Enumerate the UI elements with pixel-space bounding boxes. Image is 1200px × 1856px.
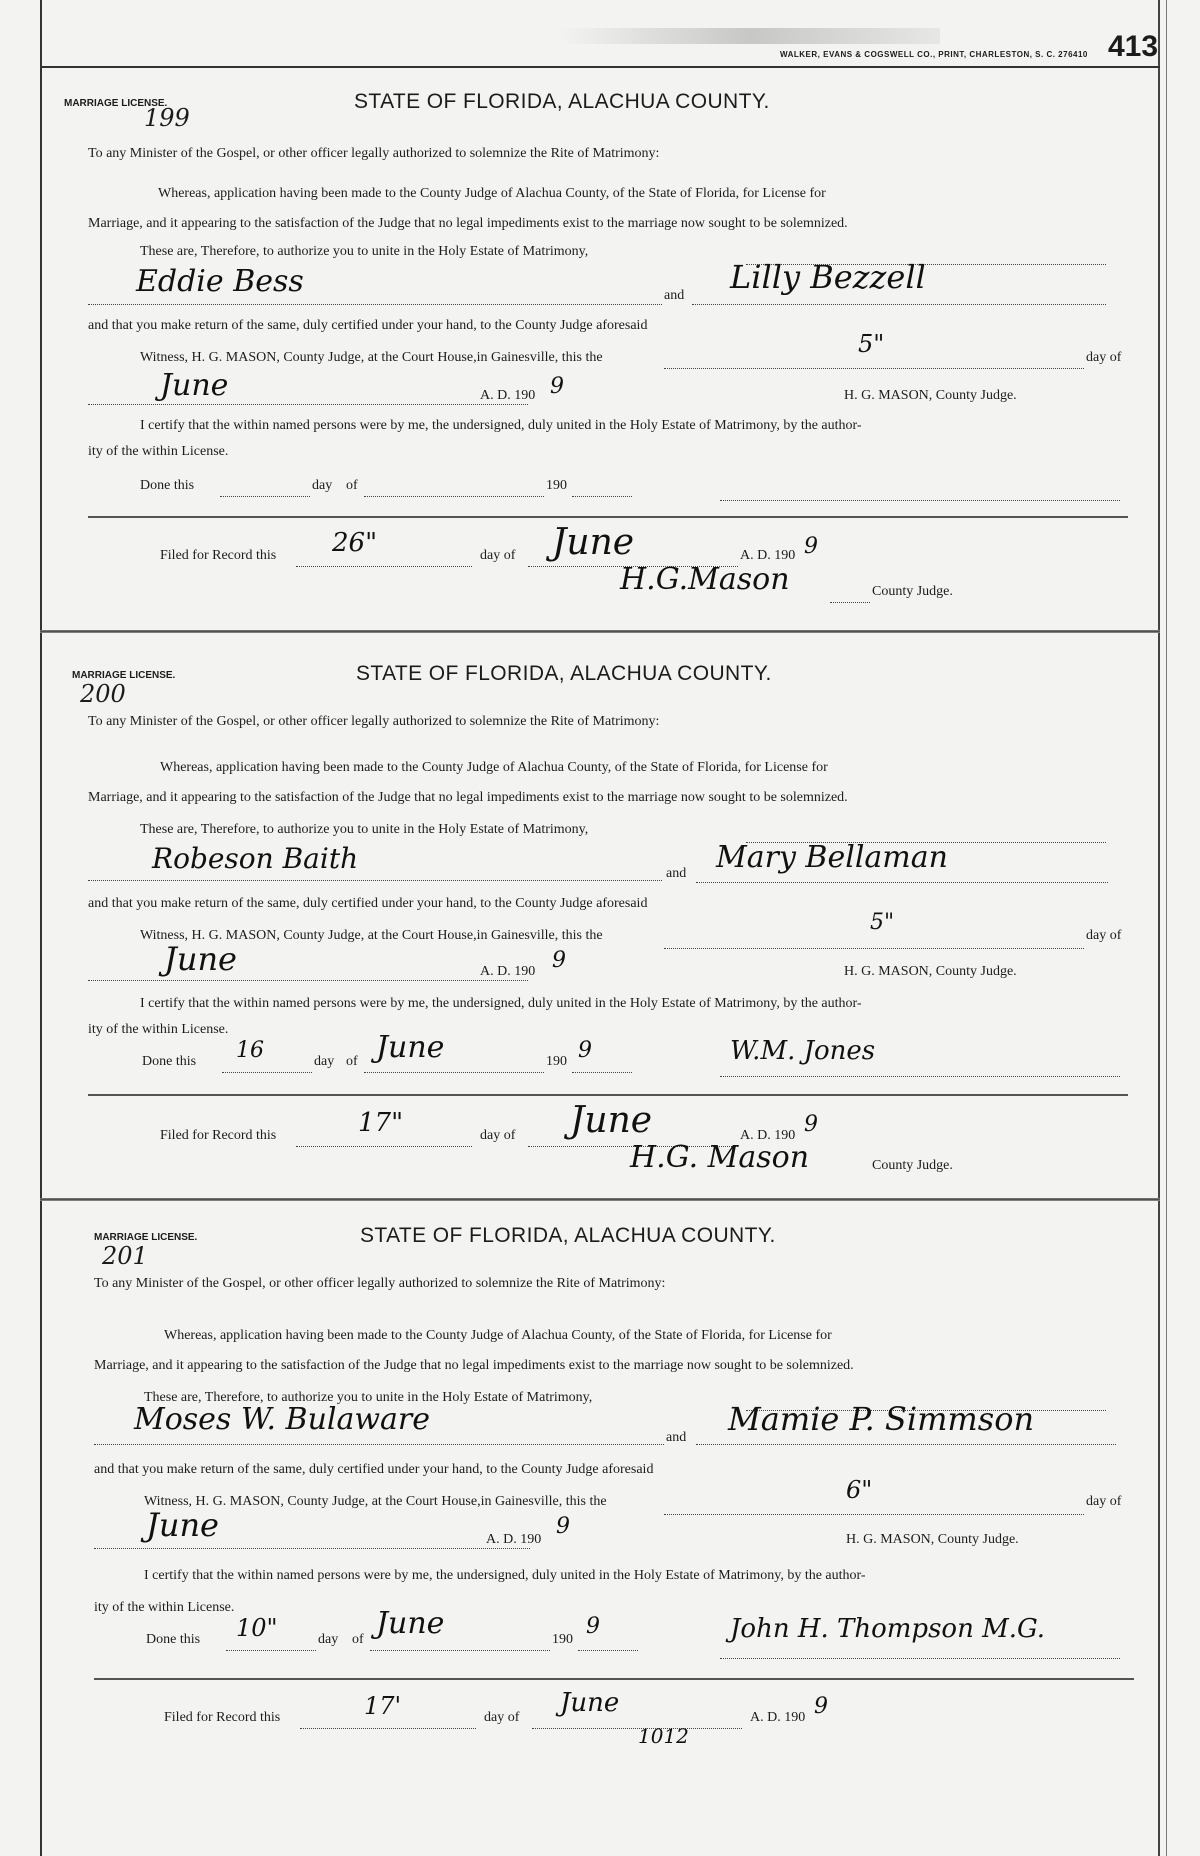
officiant-line	[720, 482, 1120, 501]
done-of-label: of	[346, 1054, 358, 1069]
filed-divider	[88, 516, 1128, 518]
and-label: and	[666, 1430, 687, 1445]
license-label: MARRIAGE LICENSE.	[72, 670, 176, 681]
certify-line-1: I certify that the within named persons were by me, the undersigned, duly united in the Holy Estate of Matrimony, by the author-	[140, 418, 862, 433]
filed-ad-label: A. D. 190	[740, 1128, 796, 1143]
whereas-line-1: Whereas, application having been made to the County Judge of Alachua County, of the State of Florida, for License for	[164, 1328, 832, 1343]
witness-line: Witness, H. G. MASON, County Judge, at the Court House,in Gainesville, this the	[140, 350, 603, 365]
ad-label: A. D. 190	[480, 388, 536, 403]
witness-year: 9	[550, 374, 564, 399]
done-this-label: Done this	[146, 1632, 201, 1647]
license-201	[40, 1204, 1160, 1844]
day-of-label: day of	[1086, 928, 1122, 943]
address-line: To any Minister of the Gospel, or other officer legally authorized to solemnize the Rite of Matrimony:	[94, 1276, 666, 1291]
right-border-inner	[1166, 0, 1167, 1856]
done-day-label: day	[312, 478, 333, 493]
whereas-line-2: Marriage, and it appearing to the satisfaction of the Judge that no legal impediments exist to the marriage now sought to be solemnized.	[94, 1358, 854, 1373]
done-of-label: of	[346, 478, 358, 493]
page-number: 413	[1108, 30, 1159, 63]
county-judge-label: County Judge.	[872, 1158, 953, 1173]
filed-label: Filed for Record this	[160, 1128, 277, 1143]
done-of-label: of	[352, 1632, 364, 1647]
authorize-line: These are, Therefore, to authorize you to unite in the Holy Estate of Matrimony,	[144, 1390, 593, 1405]
filed-day: 26"	[332, 528, 378, 558]
filed-year: 9	[814, 1694, 828, 1719]
witness-month-fill	[88, 386, 528, 405]
filed-year: 9	[804, 534, 818, 559]
state-heading: STATE OF FLORIDA, ALACHUA COUNTY.	[360, 1224, 776, 1247]
done-year-label: 190	[546, 478, 567, 493]
done-month: June	[376, 1030, 445, 1065]
whereas-line-1: Whereas, application having been made to the County Judge of Alachua County, of the State of Florida, for License for	[160, 760, 828, 775]
address-line: To any Minister of the Gospel, or other officer legally authorized to solemnize the Rite of Matrimony:	[88, 714, 660, 729]
certify-line-2: ity of the within License.	[88, 1022, 229, 1037]
witness-line: Witness, H. G. MASON, County Judge, at the Court House,in Gainesville, this the	[144, 1494, 607, 1509]
done-month: June	[376, 1606, 445, 1641]
return-line: and that you make return of the same, duly certified under your hand, to the County Judge aforesaid	[88, 318, 648, 333]
witness-month: June	[164, 940, 237, 978]
authorize-line: These are, Therefore, to authorize you to unite in the Holy Estate of Matrimony,	[140, 244, 589, 259]
license-number: 201	[102, 1242, 148, 1270]
return-line: and that you make return of the same, duly certified under your hand, to the County Judge aforesaid	[94, 1462, 654, 1477]
filed-judge-signature: H.G. Mason	[630, 1140, 810, 1175]
officiant-signature: W.M. Jones	[730, 1036, 876, 1066]
filed-label: Filed for Record this	[164, 1710, 281, 1725]
done-year-label: 190	[552, 1632, 573, 1647]
done-this-label: Done this	[140, 478, 195, 493]
groom-name: Moses W. Bulaware	[134, 1402, 431, 1437]
county-judge-label: County Judge.	[872, 584, 953, 599]
judge-signature-print: H. G. MASON, County Judge.	[846, 1532, 1019, 1547]
witness-month: June	[146, 1506, 219, 1544]
done-month-fill	[364, 478, 544, 497]
bride-name: Mary Bellaman	[716, 840, 948, 875]
done-day-label: day	[314, 1054, 335, 1069]
witness-day-fill	[664, 1496, 1084, 1515]
day-of-label: day of	[1086, 350, 1122, 365]
filed-month: June	[560, 1688, 620, 1718]
witness-month: June	[160, 368, 229, 403]
whereas-line-2: Marriage, and it appearing to the satisfaction of the Judge that no legal impediments exist to the marriage now sought to be solemnized.	[88, 216, 848, 231]
filed-ad-label: A. D. 190	[750, 1710, 806, 1725]
filed-day-fill	[296, 548, 472, 567]
bride-name: Lilly Bezzell	[730, 258, 926, 296]
filed-day-of-label: day of	[480, 548, 516, 563]
filed-judge-signature: H.G.Mason	[620, 562, 790, 597]
filed-ad-label: A. D. 190	[740, 548, 796, 563]
groom-name: Eddie Bess	[136, 264, 304, 299]
whereas-line-1: Whereas, application having been made to the County Judge of Alachua County, of the State of Florida, for License for	[158, 186, 826, 201]
done-year: 9	[578, 1038, 592, 1063]
return-line: and that you make return of the same, duly certified under your hand, to the County Judge aforesaid	[88, 896, 648, 911]
done-year: 9	[586, 1614, 600, 1639]
whereas-line-2: Marriage, and it appearing to the satisfaction of the Judge that no legal impediments exist to the marriage now sought to be solemnized.	[88, 790, 848, 805]
section-separator-2	[40, 1198, 1160, 1201]
license-label: MARRIAGE LICENSE.	[94, 1232, 198, 1243]
filed-label: Filed for Record this	[160, 548, 277, 563]
filed-year: 9	[804, 1112, 818, 1137]
filed-day-of-label: day of	[480, 1128, 516, 1143]
and-label: and	[666, 866, 687, 881]
done-day: 16	[236, 1038, 264, 1063]
groom-name: Robeson Baith	[152, 842, 359, 875]
witness-year: 9	[552, 948, 566, 973]
license-number: 199	[144, 104, 190, 132]
done-year-fill	[572, 478, 632, 497]
certify-line-2: ity of the within License.	[88, 444, 229, 459]
printer-credit: WALKER, EVANS & COGSWELL CO., PRINT, CHARLESTON, S. C. 276410	[780, 50, 1088, 59]
certify-line-1: I certify that the within named persons were by me, the undersigned, duly united in the Holy Estate of Matrimony, by the author-	[144, 1568, 866, 1583]
section-separator-1	[40, 630, 1160, 633]
witness-day: 5"	[870, 910, 895, 935]
witness-day: 5"	[858, 330, 885, 358]
margin-note: 1012	[638, 1724, 689, 1748]
scan-smudge	[560, 28, 940, 44]
witness-line: Witness, H. G. MASON, County Judge, at the Court House,in Gainesville, this the	[140, 928, 603, 943]
witness-year: 9	[556, 1514, 570, 1539]
state-heading: STATE OF FLORIDA, ALACHUA COUNTY.	[356, 662, 772, 685]
filed-day: 17'	[364, 1692, 402, 1720]
county-judge-fill	[830, 584, 870, 603]
done-day-label: day	[318, 1632, 339, 1647]
judge-signature-print: H. G. MASON, County Judge.	[844, 388, 1017, 403]
done-day-fill	[220, 478, 310, 497]
ad-label: A. D. 190	[486, 1532, 542, 1547]
done-this-label: Done this	[142, 1054, 197, 1069]
bride-name: Mamie P. Simmson	[728, 1400, 1035, 1438]
judge-signature-print: H. G. MASON, County Judge.	[844, 964, 1017, 979]
filed-month: June	[570, 1100, 653, 1141]
certify-line-1: I certify that the within named persons were by me, the undersigned, duly united in the Holy Estate of Matrimony, by the author-	[140, 996, 862, 1011]
done-day: 10"	[236, 1614, 278, 1642]
filed-month: June	[552, 522, 635, 563]
filed-divider	[94, 1678, 1134, 1680]
state-heading: STATE OF FLORIDA, ALACHUA COUNTY.	[354, 90, 770, 113]
filed-day-of-label: day of	[484, 1710, 520, 1725]
witness-day: 6"	[846, 1476, 873, 1504]
officiant-signature: John H. Thompson M.G.	[730, 1614, 1046, 1644]
address-line: To any Minister of the Gospel, or other officer legally authorized to solemnize the Rite of Matrimony:	[88, 146, 660, 161]
license-200	[40, 640, 1160, 1200]
filed-divider	[88, 1094, 1128, 1096]
license-number: 200	[80, 680, 126, 708]
license-label: MARRIAGE LICENSE.	[64, 98, 168, 109]
authorize-line: These are, Therefore, to authorize you to unite in the Holy Estate of Matrimony,	[140, 822, 589, 837]
certify-line-2: ity of the within License.	[94, 1600, 235, 1615]
done-year-label: 190	[546, 1054, 567, 1069]
ad-label: A. D. 190	[480, 964, 536, 979]
day-of-label: day of	[1086, 1494, 1122, 1509]
filed-day: 17"	[358, 1108, 404, 1138]
witness-month-fill	[88, 962, 528, 981]
and-label: and	[664, 288, 685, 303]
license-199	[40, 68, 1160, 638]
